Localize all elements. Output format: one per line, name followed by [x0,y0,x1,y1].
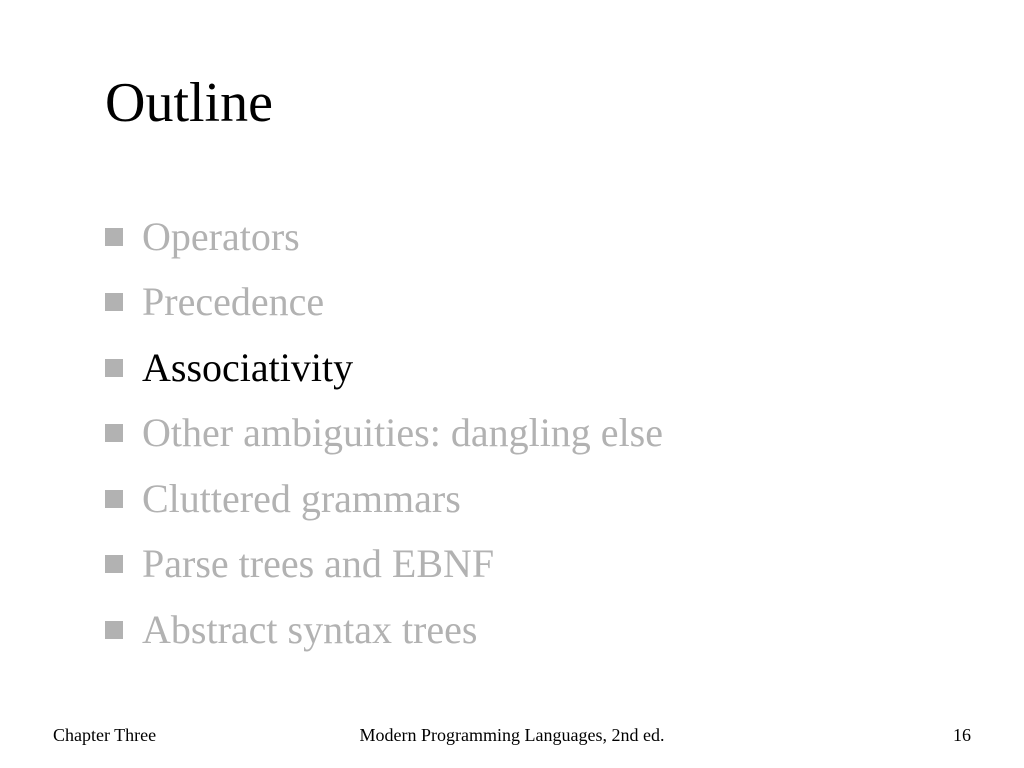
square-bullet-icon [105,490,123,508]
outline-item-label: Operators [142,213,300,259]
outline-item-label: Cluttered grammars [142,475,461,521]
outline-item [105,335,663,401]
outline-item-label: Other ambiguities: dangling else [142,410,663,456]
square-bullet-icon [105,359,123,377]
outline-item-label: Precedence [142,279,325,325]
square-bullet-icon [105,555,123,573]
outline-list [105,204,663,663]
square-bullet-icon [105,424,123,442]
slide-title: Outline [105,72,273,134]
outline-item [105,532,663,598]
outline-item [105,466,663,532]
outline-item-label: Associativity [142,344,354,390]
outline-item-label: Parse trees and EBNF [142,541,495,587]
outline-item-label: Abstract syntax trees [142,606,478,652]
outline-item [105,270,663,336]
square-bullet-icon [105,621,123,639]
outline-item [105,401,663,467]
footer-book-title: Modern Programming Languages, 2nd ed. [359,725,665,745]
footer-page-number: 16 [953,725,971,745]
outline-item [105,597,663,663]
footer-chapter: Chapter Three [53,725,157,745]
square-bullet-icon [105,293,123,311]
square-bullet-icon [105,228,123,246]
outline-item [105,204,663,270]
